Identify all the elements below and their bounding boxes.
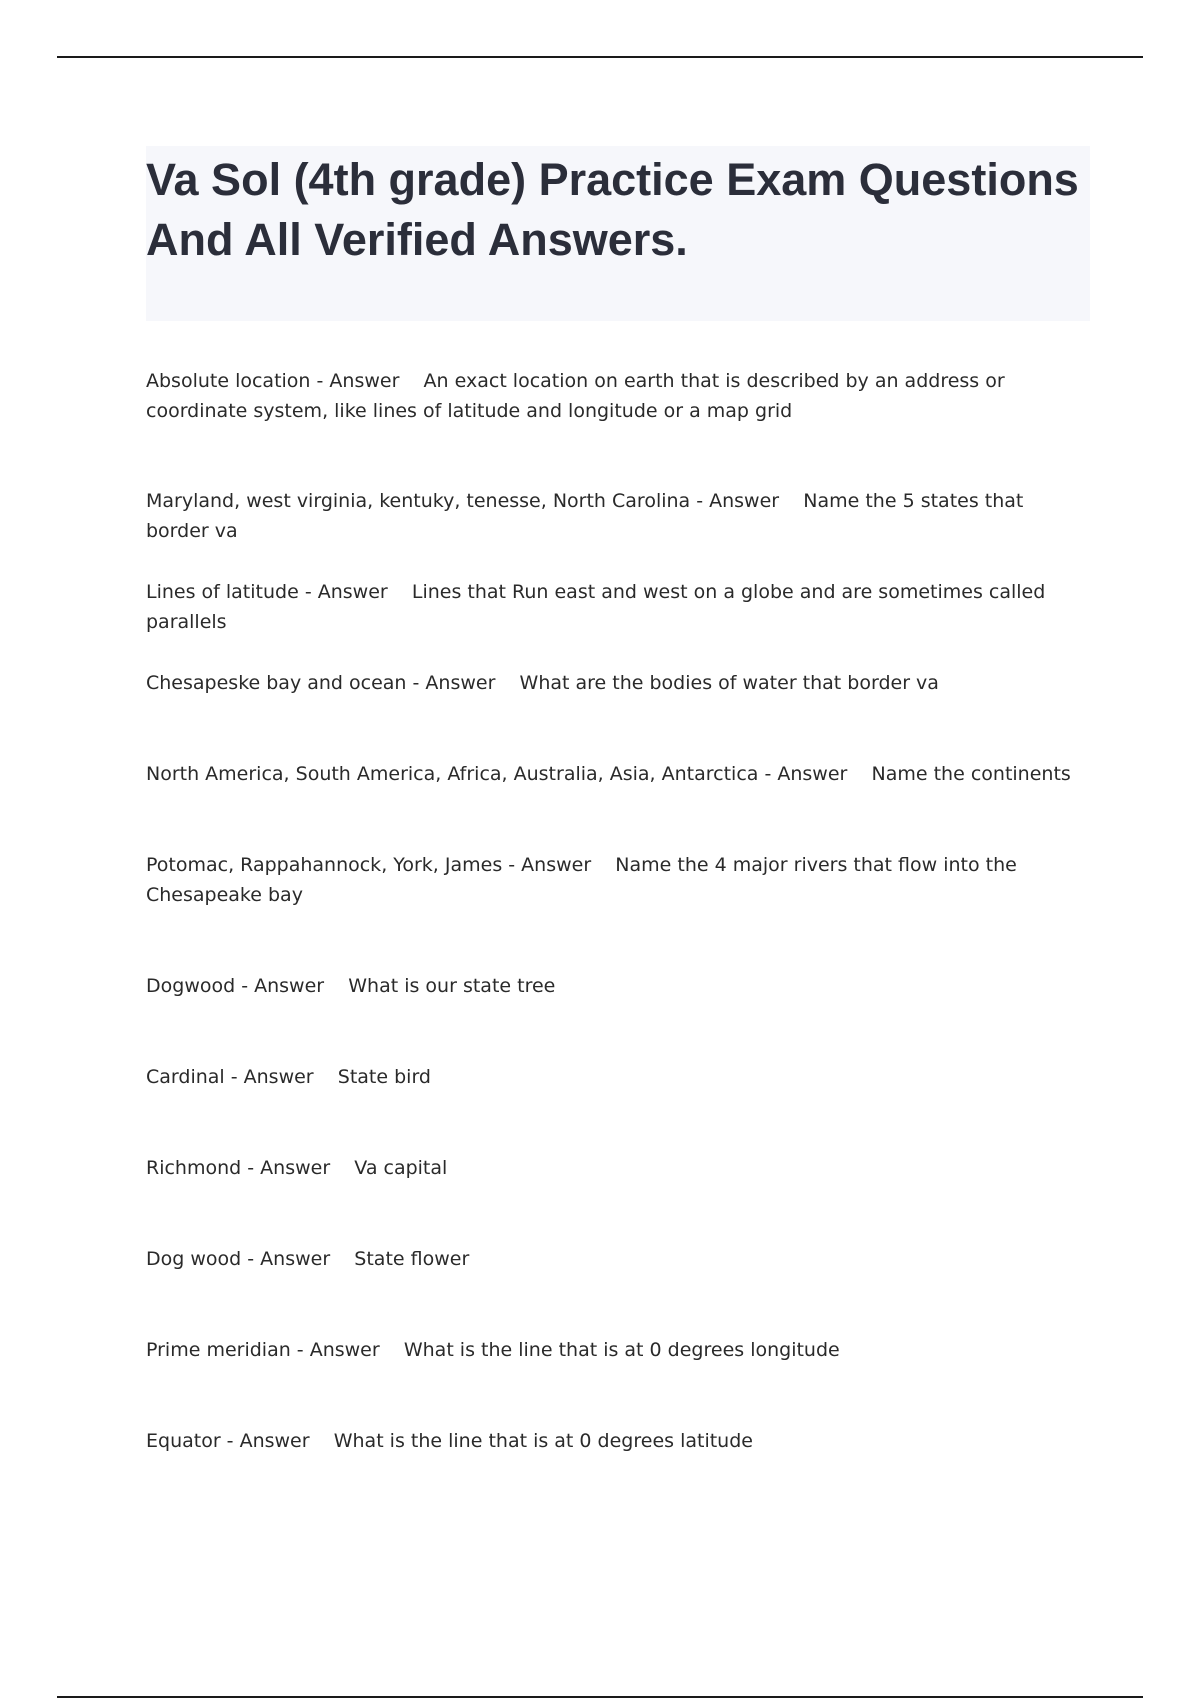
qa-definition: Va capital [354, 1157, 448, 1179]
qa-definition: What is the line that is at 0 degrees longitude [403, 1339, 840, 1361]
qa-term: North America, South America, Africa, Australia, Asia, Antarctica [146, 763, 759, 785]
qa-separator: - Answer [758, 763, 872, 785]
qa-separator: - Answer [220, 1430, 334, 1452]
qa-term: Chesapeske bay and ocean [146, 672, 407, 694]
title-banner [146, 146, 1090, 321]
qa-separator: - Answer [224, 1066, 338, 1088]
qa-separator: - Answer [406, 672, 520, 694]
qa-item [146, 668, 1086, 698]
qa-definition: What are the bodies of water that border va [519, 672, 939, 694]
qa-term: Maryland, west virginia, kentuky, tenesse, North Carolina [146, 490, 691, 512]
qa-separator: - Answer [690, 490, 804, 512]
qa-term: Potomac, Rappahannock, York, James [146, 854, 503, 876]
page-title: Va Sol (4th grade) Practice Exam Questions And All Verified Answers. [146, 154, 1079, 265]
qa-item [146, 577, 1086, 637]
qa-definition: What is the line that is at 0 degrees latitude [333, 1430, 753, 1452]
qa-separator: - Answer [241, 1157, 355, 1179]
qa-item [146, 1244, 1086, 1274]
qa-item [146, 1335, 1086, 1365]
qa-separator: - Answer [241, 1248, 355, 1270]
qa-item [146, 850, 1086, 910]
qa-item [146, 1062, 1086, 1092]
qa-term: Equator [146, 1430, 221, 1452]
qa-definition: Name the continents [871, 763, 1071, 785]
qa-separator: - Answer [298, 581, 412, 603]
qa-item [146, 1426, 1086, 1456]
qa-term: Dogwood [146, 975, 236, 997]
qa-term: Richmond [146, 1157, 242, 1179]
qa-definition: State flower [354, 1248, 470, 1270]
qa-definition: Name the 4 major rivers that flow into the Chesapeake bay [146, 854, 1017, 906]
qa-item [146, 486, 1086, 546]
qa-separator: - Answer [502, 854, 616, 876]
qa-term: Prime meridian [146, 1339, 291, 1361]
qa-item [146, 1153, 1086, 1183]
qa-item [146, 366, 1086, 426]
qa-definition: State bird [337, 1066, 431, 1088]
qa-term: Absolute location [146, 370, 311, 392]
qa-item [146, 759, 1086, 789]
qa-definition: What is our state tree [348, 975, 556, 997]
qa-item [146, 971, 1086, 1001]
qa-term: Lines of latitude [146, 581, 299, 603]
top-rule [57, 56, 1143, 58]
qa-separator: - Answer [235, 975, 349, 997]
qa-definition: Lines that Run east and west on a globe and are sometimes called parallels [146, 581, 1046, 633]
qa-definition: Name the 5 states that border va [146, 490, 1024, 542]
bottom-rule [57, 1696, 1143, 1698]
qa-definition: An exact location on earth that is described by an address or coordinate system, like lines of latitude and longitude or a map grid [146, 370, 1005, 422]
qa-separator: - Answer [310, 370, 424, 392]
qa-term: Cardinal [146, 1066, 225, 1088]
qa-separator: - Answer [290, 1339, 404, 1361]
qa-term: Dog wood [146, 1248, 242, 1270]
